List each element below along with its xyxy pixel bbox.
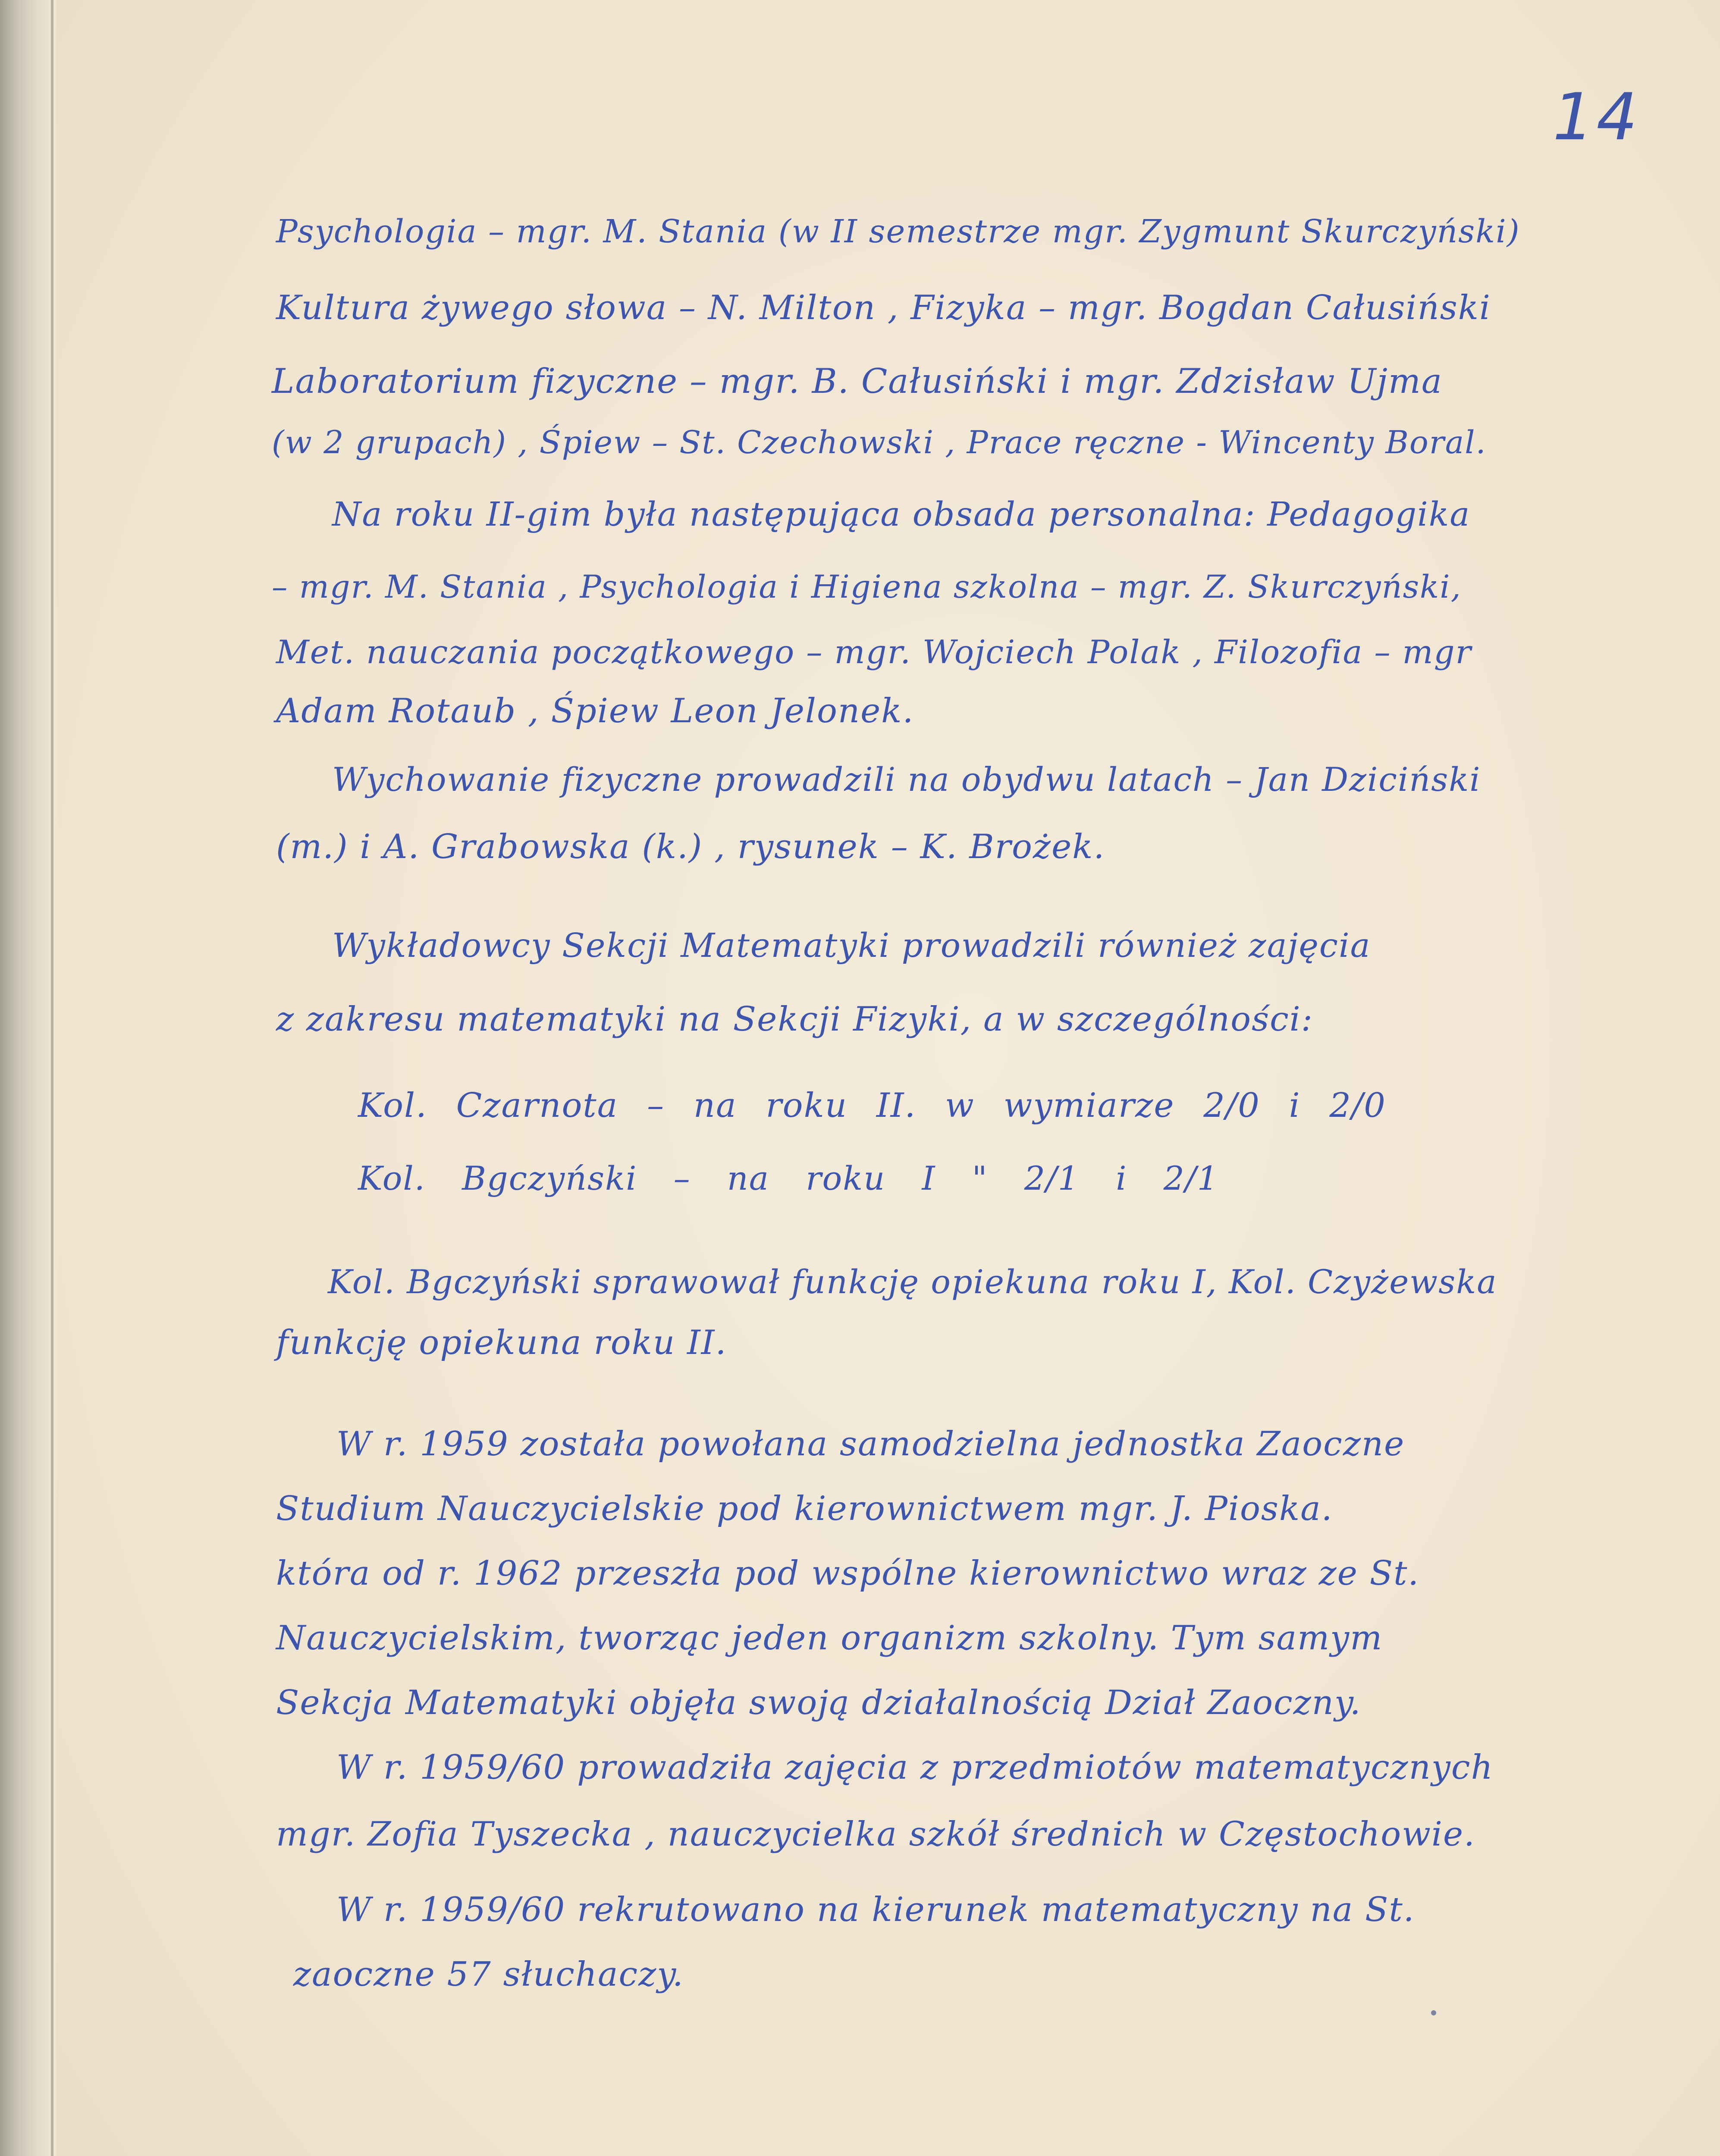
- text-line-21: Sekcja Matematyki objęła swoją działalnością Dział Zaoczny.: [276, 1683, 1362, 1722]
- text-line-12: z zakresu matematyki na Sekcji Fizyki, a w szczególności:: [276, 1000, 1314, 1039]
- text-line-17: W r. 1959 została powołana samodzielna jednostka Zaoczne: [336, 1425, 1405, 1463]
- text-line-9: Wychowanie fizyczne prowadzili na obydwu latach – Jan Dziciński: [332, 760, 1481, 799]
- text-line-25: zaoczne 57 słuchaczy.: [293, 1955, 684, 1994]
- binding-edge: [51, 0, 53, 2156]
- text-line-24: W r. 1959/60 rekrutowano na kierunek matematyczny na St.: [336, 1890, 1415, 1929]
- text-line-13: Kol. Czarnota – na roku II. w wymiarze 2/0 i 2/0: [358, 1086, 1386, 1125]
- text-line-10: (m.) i A. Grabowska (k.) , rysunek – K. Brożek.: [276, 827, 1105, 866]
- book-binding: [0, 0, 56, 2156]
- text-line-15: Kol. Bgczyński sprawował funkcję opiekuna roku I, Kol. Czyżewska: [328, 1263, 1497, 1301]
- text-line-5: Na roku II-gim była następująca obsada personalna: Pedagogika: [332, 495, 1471, 534]
- text-line-19: która od r. 1962 przeszła pod wspólne kierownictwo wraz ze St.: [276, 1554, 1420, 1593]
- text-line-3: Laboratorium fizyczne – mgr. B. Całusiński i mgr. Zdzisław Ujma: [272, 361, 1443, 401]
- text-line-7: Met. nauczania początkowego – mgr. Wojciech Polak , Filozofia – mgr: [276, 633, 1472, 671]
- text-line-23: mgr. Zofia Tyszecka , nauczycielka szkół średnich w Częstochowie.: [276, 1815, 1475, 1854]
- ink-dot: [1431, 2010, 1436, 2015]
- text-line-6: – mgr. M. Stania , Psychologia i Higiena szkolna – mgr. Z. Skurczyński,: [272, 569, 1462, 605]
- page-number: 14: [1553, 80, 1640, 155]
- text-line-8: Adam Rotaub , Śpiew Leon Jelonek.: [276, 692, 914, 730]
- text-line-4: (w 2 grupach) , Śpiew – St. Czechowski , Prace ręczne - Wincenty Boral.: [272, 424, 1487, 461]
- text-line-18: Studium Nauczycielskie pod kierownictwem mgr. J. Pioska.: [276, 1489, 1333, 1528]
- text-line-20: Nauczycielskim, tworząc jeden organizm szkolny. Tym samym: [276, 1619, 1383, 1658]
- text-line-11: Wykładowcy Sekcji Matematyki prowadzili również zajęcia: [332, 927, 1371, 965]
- text-line-2: Kultura żywego słowa – N. Milton , Fizyka – mgr. Bogdan Całusiński: [276, 288, 1491, 327]
- text-line-22: W r. 1959/60 prowadziła zajęcia z przedmiotów matematycznych: [336, 1748, 1494, 1787]
- text-line-14: Kol. Bgczyński – na roku I " 2/1 i 2/1: [358, 1159, 1219, 1197]
- text-line-16: funkcję opiekuna roku II.: [276, 1323, 727, 1362]
- text-line-1: Psychologia – mgr. M. Stania (w II semestrze mgr. Zygmunt Skurczyński): [276, 213, 1520, 250]
